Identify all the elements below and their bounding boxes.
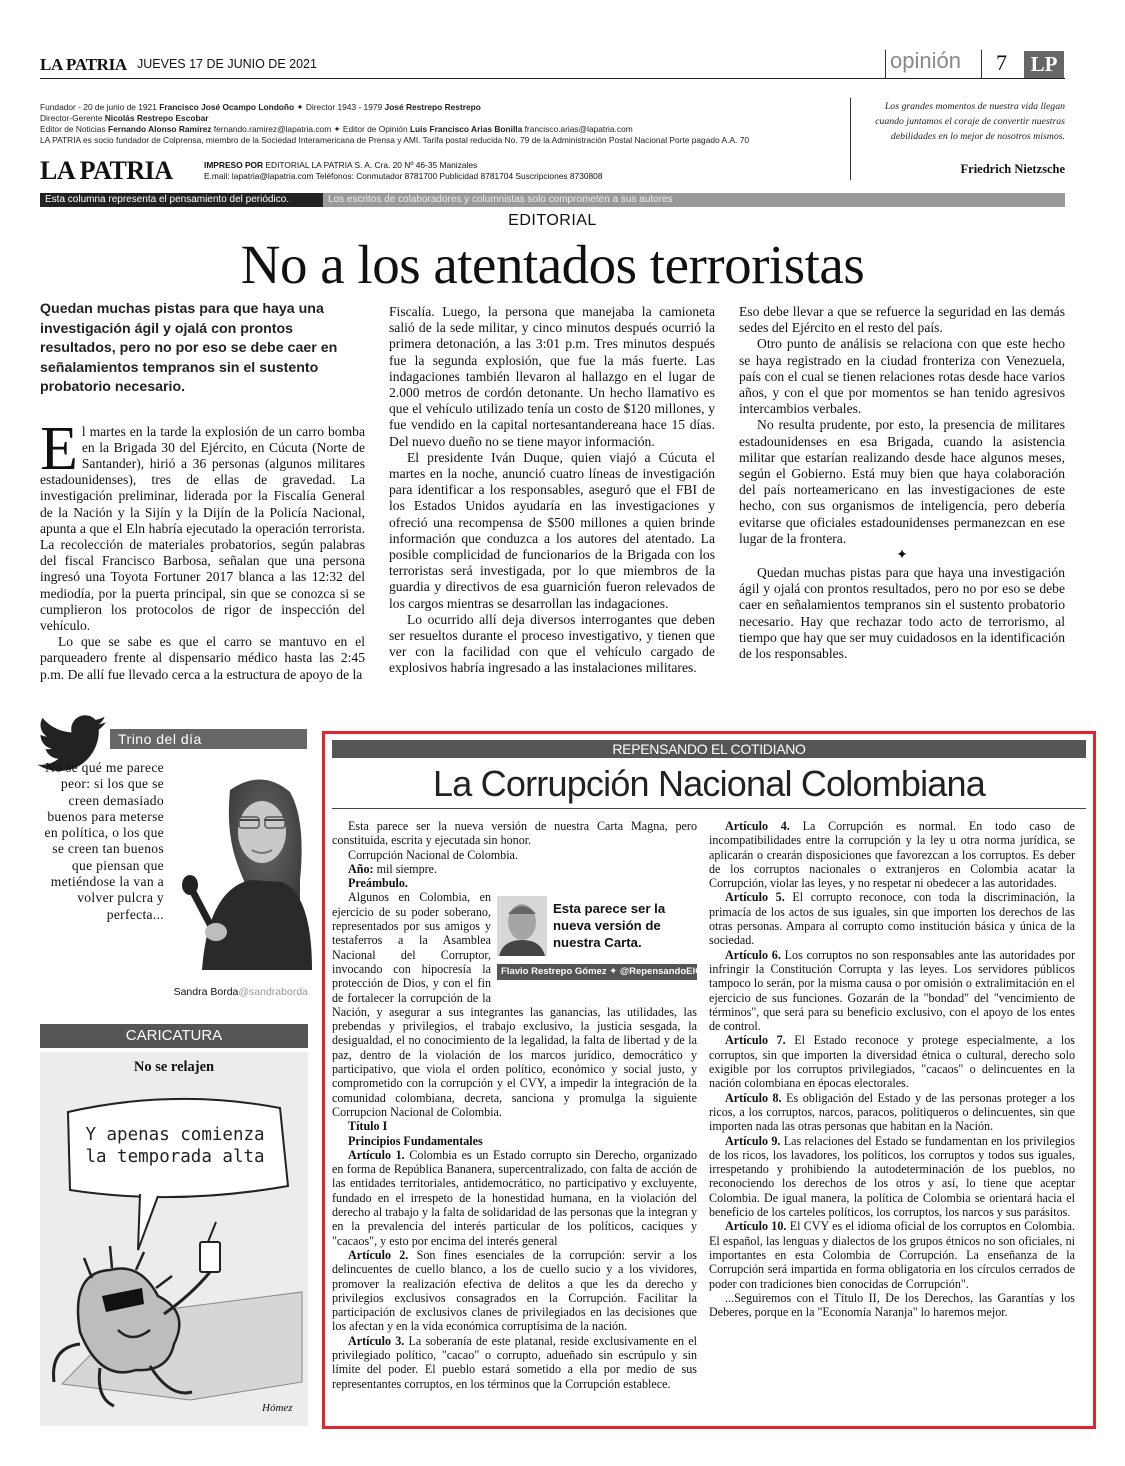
quote-divider <box>850 98 851 180</box>
column-col-left <box>332 819 711 1391</box>
editorial-paragraph: Quedan muchas pistas para que haya una investigación ágil y ojalá con prontos resultados, pero no por eso se debe caer en señalamientos tempranos sin el sustento probatorio necesario. Hay que rechazar todo acto de terrorismo, al tiempo que hay que ser muy cuidadosos en la identificación de los responsables. <box>739 565 1065 662</box>
editorial-paragraph: Eso debe llevar a que se refuerce la seguridad en las demás sedes del Ejército en el resto del país. <box>739 304 1065 336</box>
column-paragraph: Artículo 7. El Estado reconoce y protege especialmente, a los corruptos, sin que importen la diversidad étnica o cultural, derecho solo exigible por los corruptos privilegiados, "cacaos" o delincuentes en la nación colombiana en épocas electorales. <box>709 1033 1075 1091</box>
column-paragraph: Artículo 6. Los corruptos no son responsables ante las autoridades por infringir la Constitución Corrupta y las leyes. Los servidores públicos tampoco lo serán, por la misma causa o por omisión o extralimitación en el ejercicio de sus funciones. Gozarán de la "bondad" del "vencimiento de términos", que será para su beneficio exclusivo, con el apoyo de los entes de control. <box>709 947 1075 1034</box>
credits-line-2: Director-Gerente Nicolás Restrepo Escobar <box>40 113 209 123</box>
credits-line-3: Editor de Noticias Fernando Alonso Ramírez fernando.ramirez@lapatria.com ✦ Editor de Opinión Luis Francisco Arias Bonilla francisco.arias@lapatria.com <box>40 124 633 134</box>
column-paragraph: Artículo 5. El corrupto reconoce, con toda la discriminación, la primacía de los actos de sus iguales, sin que importen los derechos de las otras personas. Ampara al corrupto como institución básica y única de la sociedad. <box>709 890 1075 948</box>
quote-text: Los grandes momentos de nuestra vida llegan cuando juntamos el coraje de convertir nuestras debilidades en lo mejor de nosotros mismos. <box>875 101 1065 142</box>
credits-line-1: Fundador - 20 de junio de 1921 Francisco José Ocampo Londoño ✦ Director 1943 - 1979 José Restrepo Restrepo <box>40 102 481 112</box>
column-title-rule <box>332 808 1086 809</box>
caricatura-label: CARICATURA <box>40 1024 308 1048</box>
editorial-paragraph: Fiscalía. Luego, la persona que manejaba la camioneta salió de la sede militar, y cinco minutos después ocurrió la primera detonación, a las 3:01 p.m. Tres minutos después fue la segunda explosión, que fue la más fuerte. Las indagaciones también llevaron al hallazgo en el lugar de 2.000 metros de cordón detonante. Un hecho llamativo es que el vehículo utilizado tenía un costo de $120 millones, y fue vendido en la capital nortesantandereana hace 15 días. Del nuevo dueño no se tiene mayor información. <box>389 304 715 449</box>
column-paragraph: Principios Fundamentales <box>348 1133 483 1148</box>
column-paragraph: Título I <box>348 1119 388 1134</box>
quote-author: Friedrich Nietzsche <box>960 162 1065 176</box>
column-paragraph: Artículo 1. Colombia es un Estado corrupto sin Derecho, organizado en forma de República Bananera, supercentralizado, con falta de acción de las entidades territoriales, antidemocrático, no participativo y excluyente, fundado en el irrespeto de la honestidad humana, en la violación del derecho al trabajo y la falta de solidaridad de las personas que la integran y en la prevalencia del interés particular de los políticos, caciques y "cacaos", y esto por encima del interés general <box>332 1147 697 1248</box>
editorial-paragraph: El martes en la tarde la explosión de un carro bomba en la Brigada 30 del Ejército, en Cúcuta (Norte de Santander), hirió a 36 personas (algunos militares estadounidenses), tres de ellas de gravedad. La investigación preliminar, liderada por la Fiscalía General de la Nación y la Sijín y la Dijín de la Policía Nacional, apunta a que el Eln habría ejecutado la operación terrorista. La recolección de materiales probatorios, según palabras del fiscal Francisco Barbosa, señalan que una persona ingresó una Toyota Fortuner 2017 blanca a las 12:32 del mediodía, por la puerta principal, sin que se conozca si se cumplieron los protocolos de rigor de inspección del vehículo. <box>40 414 365 633</box>
column-paragraph: Artículo 9. Las relaciones del Estado se fundamentan en los privilegios de los ricos, los lavadores, los políticos, los corruptos y todos sus iguales, irrespetando y prohibiendo la autodeterminación de los pueblos, no reconociendo los derechos de los otros y así, lo tiene que aceptar Colombia. De igual manera, la política de Colombia se orientará hacia el beneficio de los carteles políticos, los corruptos, los narcos y sus parásitos. <box>709 1133 1075 1220</box>
column-paragraph: Artículo 2. Son fines esenciales de la corrupción: servir a los delincuentes de cuello blanco, a los de cuello sucio y a los vividores, promover la realización efectiva de delitos a que les da derecho y privilegios exclusivos consagrados en la Corrupción. Facilitar la participación de exclusivos clanes de privilegiados en las decisiones que los afectan y en la vida económica corruptísima de la nación. <box>332 1247 697 1334</box>
page-number: 7 <box>996 50 1007 75</box>
trino-label: Trino del día <box>110 729 307 749</box>
diamond-separator-icon: ✦ <box>896 548 908 564</box>
editorial-title: No a los atentados terroristas <box>240 234 865 295</box>
column-kicker: REPENSANDO EL COTIDIANO <box>332 740 1086 758</box>
opinion-bar-right: Los escritos de colaboradores y columnistas solo comprometen a sus autores <box>323 193 1065 207</box>
editorial-paragraph: Lo que se sabe es que el carro se mantuvo en el parqueadero frente al dispensario médico hasta las 2:45 p.m. De allí fue llevado cerca a la estructura de apoyo de la <box>40 634 365 682</box>
column-col-right <box>709 819 1075 1319</box>
trino-text: No se qué me parece peor: si los que se creen demasiado buenos para meterse en política, o los que se creen tan buenos que piensan que metiéndose la van a volver pulcra y perfecta... <box>44 760 164 922</box>
speech-bubble-text: Y apenas comienza la temporada alta <box>85 1125 265 1167</box>
editorial-col-2 <box>389 304 715 677</box>
drop-cap: E <box>40 414 78 483</box>
section-divider-right <box>981 50 982 78</box>
opinion-bar-left: Esta columna representa el pensamiento del periódico. <box>40 193 323 207</box>
editorial-col-3 <box>739 304 1065 662</box>
column-paragraph: Preámbulo. <box>348 876 408 891</box>
editorial-paragraph: El presidente Iván Duque, quien viajó a Cúcuta el martes en la noche, anunció cuatro líneas de investigación para identificar a los responsables, aseguró que el FBI de los Estados Unidos ayudaría en las investigaciones y ofreció una recompensa de $500 millones a quien brinde información que conduzca a los autores del atentado. La posible complicidad de funcionarios de la Brigada con los terroristas será investigada, por lo que miembros de la guardia y directivos de esa guarnición fueron relevados de los cargos mientras se desarrollan las indagaciones. <box>389 449 715 611</box>
editorial-paragraph: No resulta prudente, por esto, la presencia de militares estadounidenses en esa Brigada, cuando la asistencia militar que estarían realizando desde hace algunos meses, según el Gobierno. Está muy bien que haya colaboración del país norteamericano en las investigaciones de este hecho, con sus organismos de inteligencia, pero debería evitarse que oficiales estadounidenses permanezcan en ese lugar de la frontera. <box>739 417 1065 546</box>
masthead-brand: LA PATRIA <box>40 156 173 185</box>
editorial-paragraph: Otro punto de análisis se relaciona con que este hecho se haya registrado en la ciudad fronteriza con Venezuela, país con el cual se tienen relaciones rotas desde hace varios años, y con el que por momentos se han tenido agresivos intercambios verbales. <box>739 336 1065 417</box>
pull-quote: Esta parece ser la nueva versión de nuestra Carta. <box>553 901 666 951</box>
column-paragraph: Artículo 4. La Corrupción es normal. En todo caso de incompatibilidades entre la corrupción y la ley u otra norma jurídica, se aplicarán o crearán disposiciones que favorezcan a los corruptos. Es deber de los corruptos nacionales o extranjeros en Colombia acatar la Corrupción, violar las leyes, y no respetar ni obedecer a las autoridades. <box>709 819 1075 891</box>
author-photo <box>497 896 547 956</box>
column-paragraph: Esta parece ser la nueva versión de nuestra Carta Magna, pero constituida, escrita y ejecutada sin honor. <box>332 819 697 848</box>
section-divider-left <box>885 50 886 78</box>
column-paragraph: ...Seguiremos con el Título II, De los Derechos, las Garantías y los Deberes, porque en la "Economía Naranja" lo haremos mejor. <box>709 1290 1075 1320</box>
column-title: La Corrupción Nacional Colombiana <box>433 763 985 804</box>
trino-author: Sandra Borda@sandraborda <box>173 986 308 998</box>
caricature-signature: Hómez <box>262 1402 293 1414</box>
masthead-credits <box>40 102 840 146</box>
header-rule <box>40 78 1065 79</box>
column-paragraph: Año: mil siempre. <box>348 861 438 876</box>
editorial-lead: Quedan muchas pistas para que haya una investigación ágil y ojalá con prontos resultados, pero no por eso se debe caer en señalamientos tempranos sin el sustento probatorio necesario. <box>40 301 338 395</box>
caricatura-title: No se relajen <box>133 1059 215 1075</box>
editorial-paragraph: Lo ocurrido allí deja diversos interrogantes que deben ser resueltos durante el proceso investigativo, y tienen que ver con la facilidad con que el vehículo cargado de explosivos habría ingresado a las instalaciones militares. <box>389 611 715 676</box>
column-paragraph: Artículo 3. La soberanía de este platanal, reside exclusivamente en el privilegiado político, "cacao" o corrupto, adueñado sin escrúpulo y sin límite del poder. El pueblo estará sometido a ella por medio de sus representantes corruptos, en los términos que la Corrupción establece. <box>332 1333 697 1391</box>
column-paragraph: Artículo 10. El CVY es el idioma oficial de los corruptos en Colombia. El español, las lenguas y dialectos de los grupos étnicos no son oficiales, ni importantes en esta Colombia de Corrupción. La enseñanza de la Corrupción será impartida en forma obligatoria en los círculos cerrados de poder con tradiciones bien conocidas de Corrupción". <box>709 1219 1075 1291</box>
section-label: opinión <box>890 48 961 73</box>
column-paragraph: Algunos en Colombia, en ejercicio de su poder soberano, representados por sus amigos y testaferros a la Asamblea Nacional del Corruptor, invocando con hipocresía la protección de Dios, y con el fin de fortalecer la corrupción de la Nación, y asegurar a sus integrantes las ganancias, las utilidades, las prebendas y privilegios, el trabajo exclusivo, la justicia sesgada, la desigualdad, el no conocimiento de la legalidad, la falta de libertad y de la paz, dentro de la violación de los marcos jurídico, democrático y participativo, que viola el orden político, económico y social justo, y comprometido con la corrupción y el CVY, a impedir la integración de la comunidad colombiana, decreta, sanciona y promulga la siguiente Corrupcion Nacional de Colombia. <box>332 890 697 1119</box>
column-paragraph: Corrupción Nacional de Colombia. <box>348 847 518 862</box>
column-paragraph: Artículo 8. Es obligación del Estado y de las personas proteger a los ricos, a los corruptos, narcos, paracos, politiqueros o delincuentes, sin que importen nada las otras personas que habitan en la Nación. <box>709 1090 1075 1134</box>
trino-photo <box>172 770 312 970</box>
header-date: JUEVES 17 DE JUNIO DE 2021 <box>137 57 317 71</box>
lp-logo: LP <box>1024 51 1064 78</box>
header-brand: LA PATRIA <box>40 55 127 74</box>
editorial-kicker: EDITORIAL <box>508 212 597 229</box>
author-bar: Flavio Restrepo Gómez ✦ @RepensandoElCot <box>497 964 697 980</box>
masthead-printing: IMPRESO POR EDITORIAL LA PATRIA S. A. Cra. 20 Nº 46-35 Manizales E.mail: lapatria@lapatria.com Teléfonos: Conmutador 8781700 Publicidad 8781704 Suscripciones 8730808 <box>204 160 603 181</box>
editorial-col-1 <box>40 300 365 683</box>
credits-line-4: LA PATRIA es socio fundador de Colprensa, miembro de la Sociedad Interamericana de Prensa y AMI. Tarifa postal reducida No. 79 de la Administración Postal Nacional Porte pagado A.A. 70 <box>40 135 750 145</box>
author-box <box>497 892 711 998</box>
